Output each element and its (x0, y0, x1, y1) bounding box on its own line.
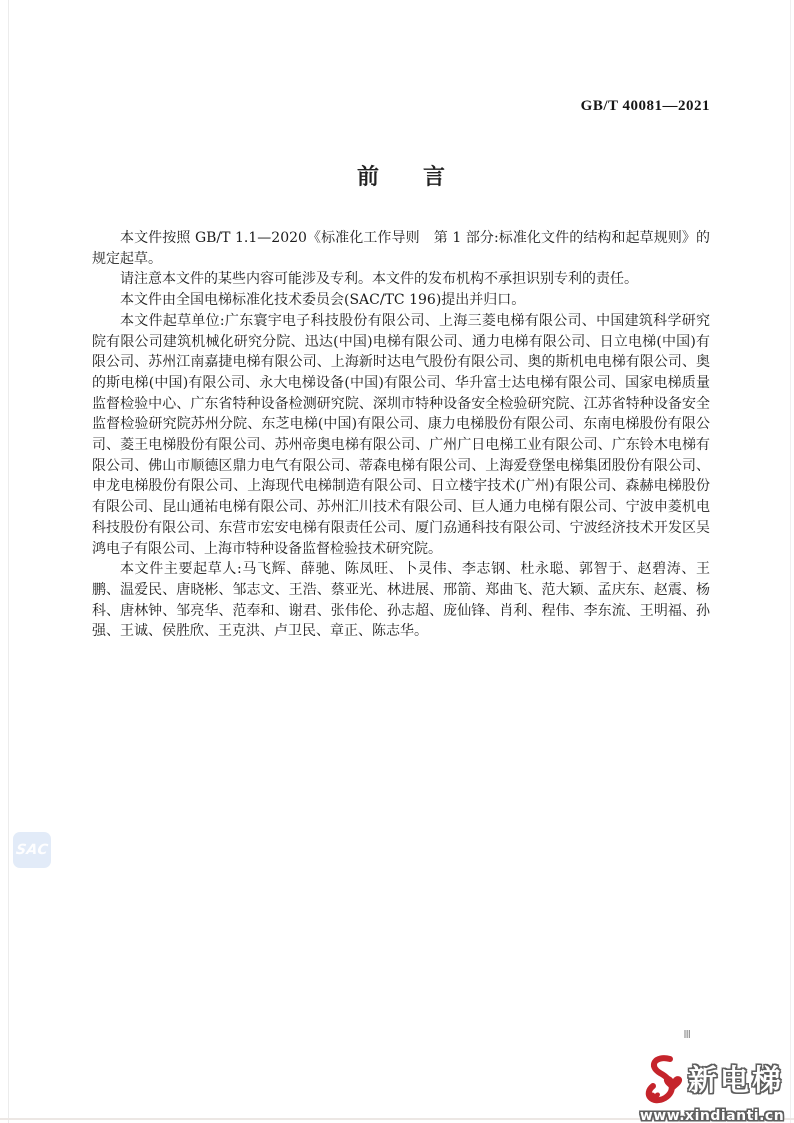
paragraph-patent-notice: 请注意本文件的某些内容可能涉及专利。本文件的发布机构不承担识别专利的责任。 (120, 271, 638, 288)
brand-row (632, 1054, 792, 1106)
paragraph-main-drafters: 本文件主要起草人:马飞辉、薛驰、陈凤旺、卜灵伟、李志钢、杜永聪、郭智于、赵碧涛、王鹏、温爱民、唐晓彬、邹志文、王浩、蔡亚光、林进展、邢箭、郑曲飞、范大颖、孟庆东、赵震、杨科、唐林钟、邹亮华、范奉和、谢君、张伟伦、孙志超、庞仙锋、肖利、程伟、李东流、王明福、孙强、王诚、侯胜欣、王克洪、卢卫民、章正、陈志华。 (92, 561, 710, 640)
xindianti-watermark (632, 1054, 792, 1123)
brand-name: 新电梯 (687, 1062, 784, 1097)
paragraph-drafting-organizations: 本文件起草单位:广东寰宇电子科技股份有限公司、上海三菱电梯有限公司、中国建筑科学研究院有限公司建筑机械化研究分院、迅达(中国)电梯有限公司、通力电梯有限公司、日立电梯(中国)有限公司、苏州江南嘉捷电梯有限公司、上海新时达电气股份有限公司、奥的斯机电电梯有限公司、奥的斯电梯(中国)有限公司、永大电梯设备(中国)有限公司、华升富士达电梯有限公司、国家电梯质量监督检验中心、广东省特种设备检测研究院、深圳市特种设备安全检验研究院、江苏省特种设备安全监督检验研究院苏州分院、东芝电梯(中国)有限公司、康力电梯股份有限公司、东南电梯股份有限公司、菱王电梯股份有限公司、苏州帝奥电梯有限公司、广州广日电梯工业有限公司、广东铃木电梯有限公司、佛山市顺德区鼎力电气有限公司、蒂森电梯有限公司、上海爱登堡电梯集团股份有限公司、申龙电梯股份有限公司、上海现代电梯制造有限公司、日立楼宇技术(广州)有限公司、森赫电梯股份有限公司、昆山通祐电梯有限公司、苏州汇川技术有限公司、巨人通力电梯有限公司、宁波申菱机电科技股份有限公司、东营市宏安电梯有限责任公司、厦门劦通科技有限公司、宁波经济技术开发区吴鸿电子有限公司、上海市特种设备监督检验技术研究院。 (92, 312, 710, 557)
page-number: Ⅲ (683, 1029, 691, 1041)
page-right-edge (790, 0, 791, 1123)
xindianti-logo-icon (640, 1054, 686, 1106)
sac-watermark-icon (13, 832, 51, 868)
foreword-content (92, 228, 710, 642)
paragraph-drafting-rule: 本文件按照 GB/T 1.1—2020《标准化工作导则 第 1 部分:标准化文件的结构和起草规则》的规定起草。 (92, 230, 710, 267)
paragraph-committee: 本文件由全国电梯标准化技术委员会(SAC/TC 196)提出并归口。 (120, 292, 526, 309)
page-left-edge (8, 0, 9, 1123)
doc-number: GB/T 40081—2021 (580, 98, 710, 114)
sac-watermark-label: SAC (14, 842, 50, 858)
page-title: 前 言 (356, 165, 445, 190)
brand-url: www.xindianti.cn (639, 1108, 785, 1123)
